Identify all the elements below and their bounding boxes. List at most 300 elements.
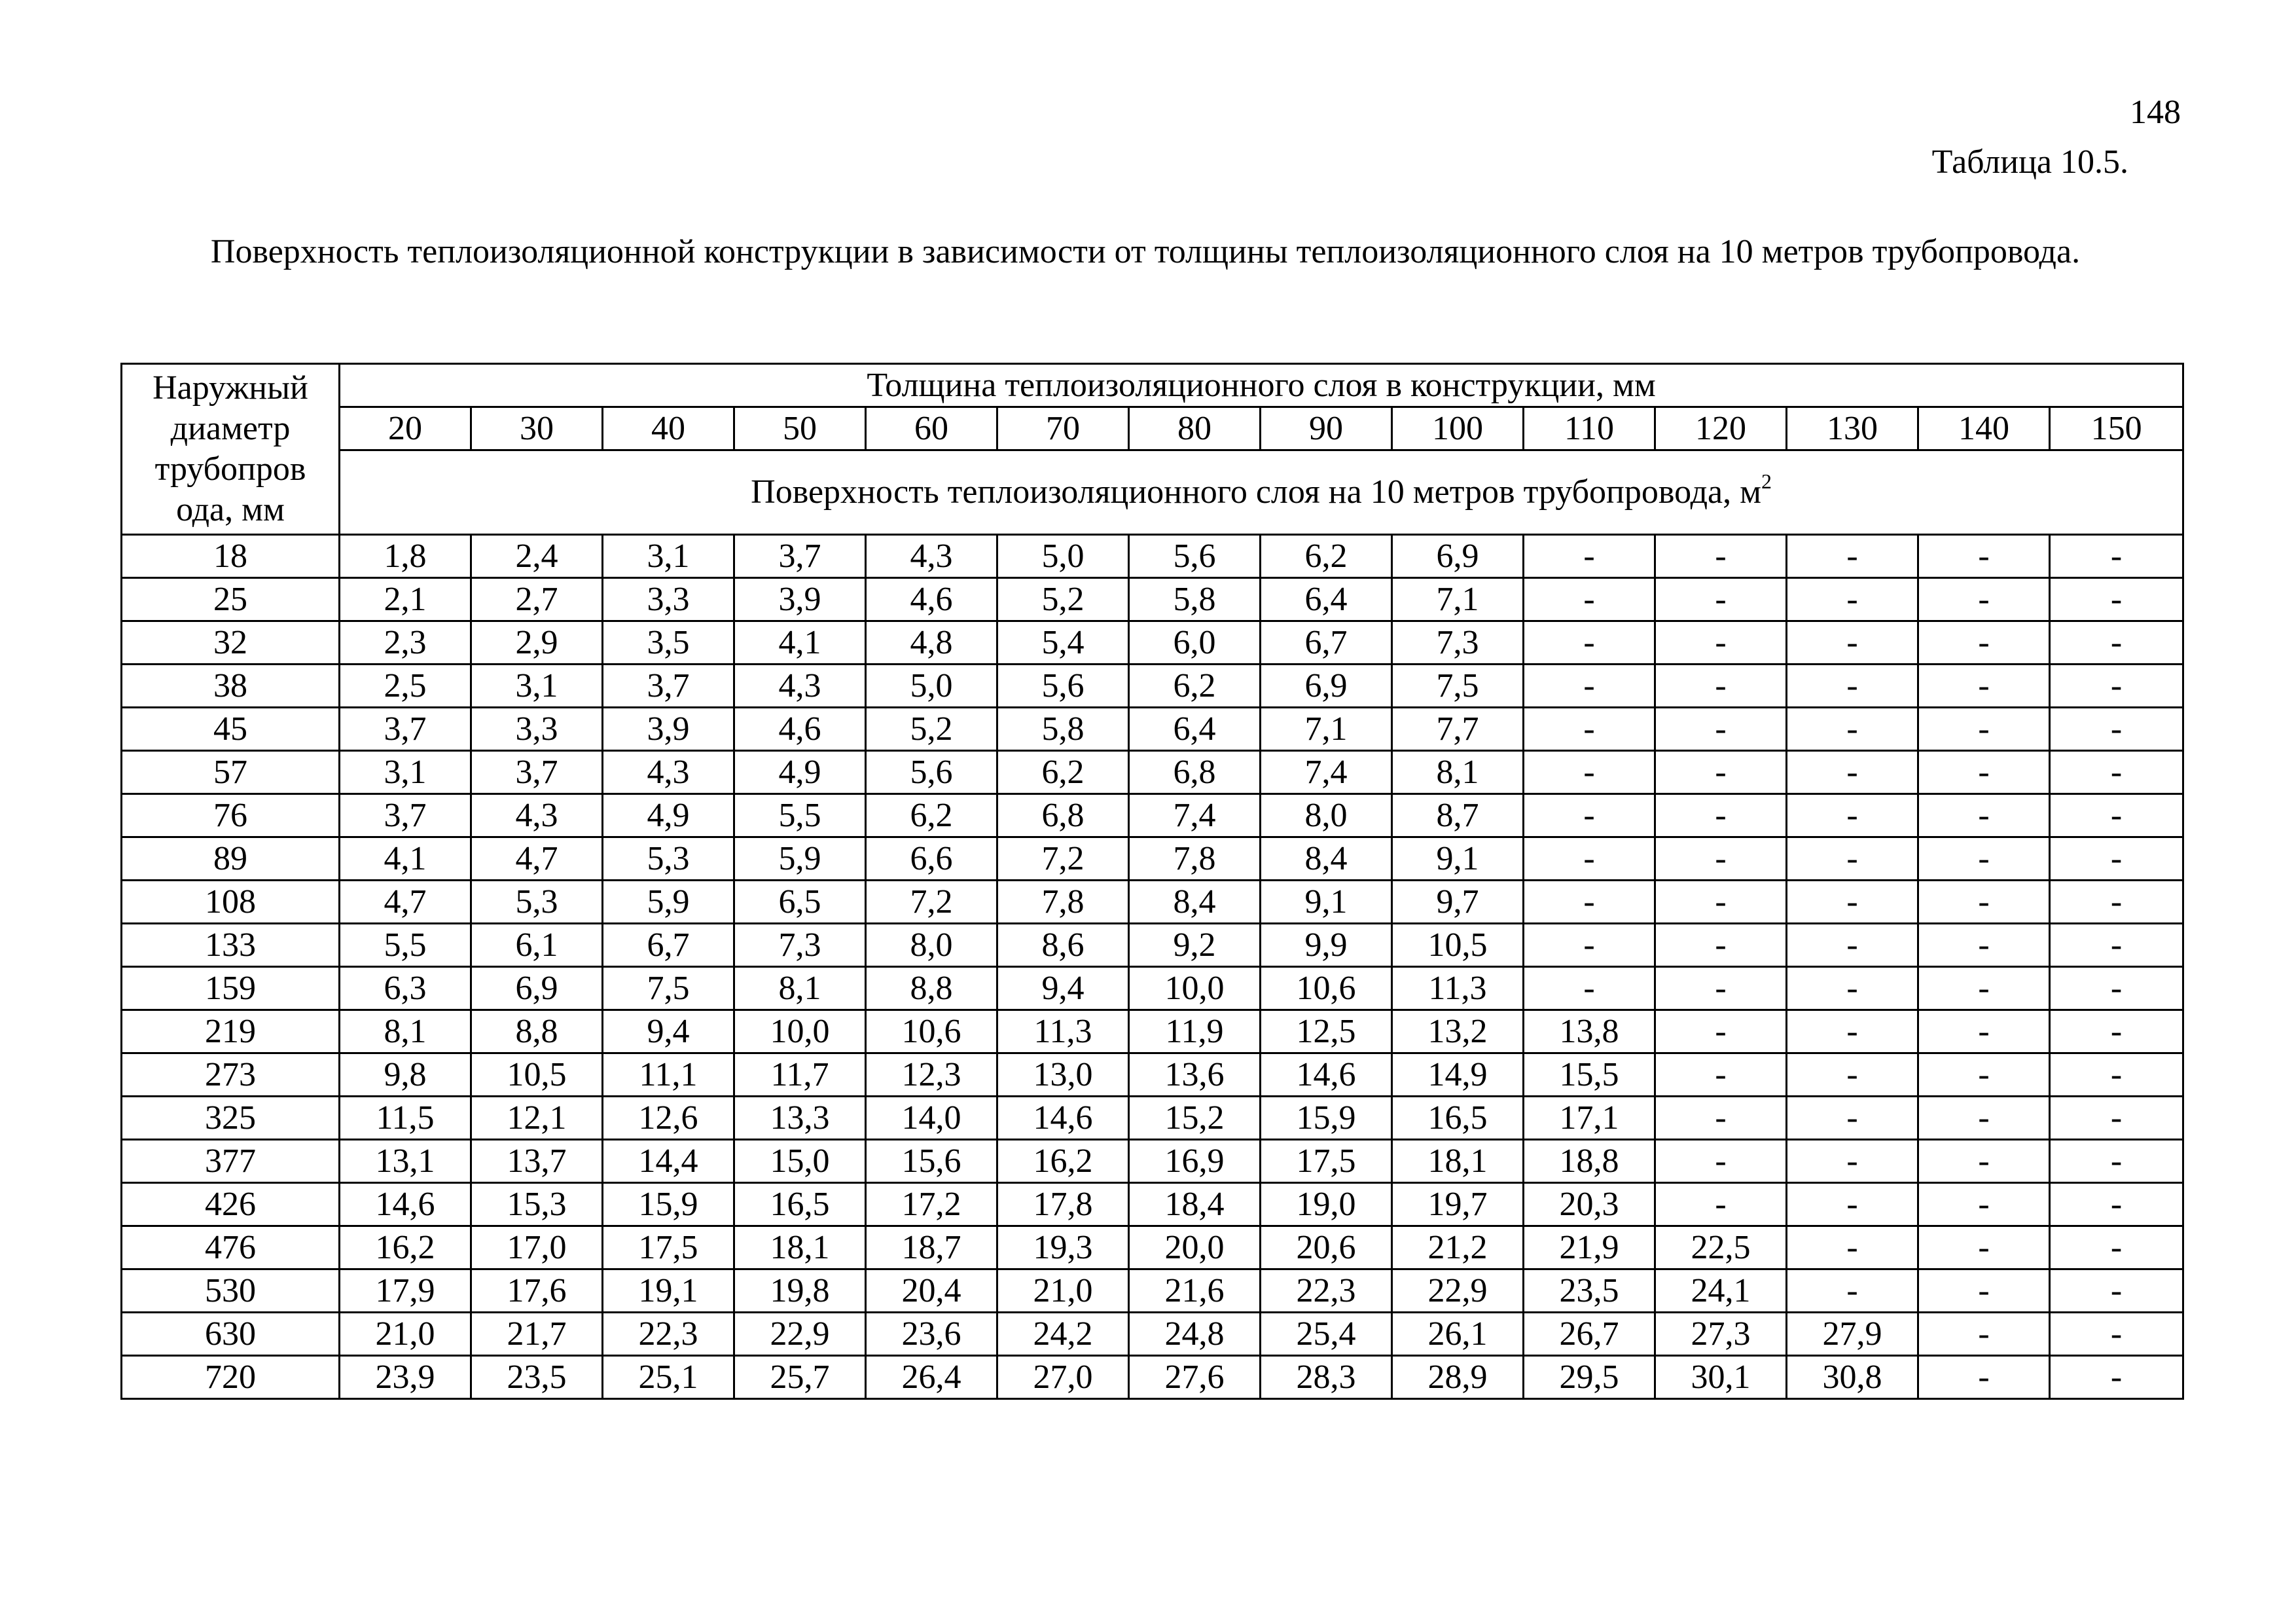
value-cell: - [1524, 967, 1655, 1010]
value-cell: 5,8 [997, 708, 1129, 751]
value-cell: 17,9 [340, 1269, 471, 1313]
diameter-cell: 530 [122, 1269, 340, 1313]
value-cell: 6,7 [1261, 621, 1392, 665]
value-cell: 29,5 [1524, 1356, 1655, 1399]
value-cell: 15,9 [1261, 1097, 1392, 1140]
value-cell: - [2050, 837, 2183, 881]
value-cell: 22,3 [1261, 1269, 1392, 1313]
value-cell: 8,1 [734, 967, 866, 1010]
value-cell: - [1787, 924, 1918, 967]
value-cell: 11,1 [603, 1053, 734, 1097]
value-cell: - [2050, 1313, 2183, 1356]
thickness-header-cell: 140 [1918, 407, 2050, 450]
value-cell: 12,5 [1261, 1010, 1392, 1053]
value-cell: 9,7 [1392, 881, 1524, 924]
value-cell: 8,6 [997, 924, 1129, 967]
value-cell: - [1655, 665, 1787, 708]
value-cell: 10,0 [1129, 967, 1261, 1010]
value-cell: 28,3 [1261, 1356, 1392, 1399]
value-cell: 5,9 [734, 837, 866, 881]
value-cell: - [1655, 621, 1787, 665]
value-cell: 4,3 [866, 535, 997, 578]
value-cell: 8,1 [1392, 751, 1524, 794]
value-cell: - [1787, 535, 1918, 578]
value-cell: 12,3 [866, 1053, 997, 1097]
value-cell: - [1655, 1183, 1787, 1226]
value-cell: 21,0 [997, 1269, 1129, 1313]
value-cell: 14,6 [997, 1097, 1129, 1140]
value-cell: - [1524, 924, 1655, 967]
value-cell: 20,4 [866, 1269, 997, 1313]
diameter-cell: 89 [122, 837, 340, 881]
header-row-group [122, 364, 2183, 407]
value-cell: - [1918, 1269, 2050, 1313]
thickness-header-cell: 60 [866, 407, 997, 450]
value-cell: 18,7 [866, 1226, 997, 1269]
diameter-cell: 108 [122, 881, 340, 924]
value-cell: - [1787, 881, 1918, 924]
value-cell: - [1655, 1010, 1787, 1053]
value-cell: 6,5 [734, 881, 866, 924]
table-row [122, 1097, 2183, 1140]
table-row [122, 1226, 2183, 1269]
value-cell: 16,2 [340, 1226, 471, 1269]
value-cell: 2,9 [471, 621, 603, 665]
value-cell: 6,4 [1261, 578, 1392, 621]
value-cell: 7,5 [603, 967, 734, 1010]
value-cell: 3,3 [471, 708, 603, 751]
value-cell: 7,8 [997, 881, 1129, 924]
value-cell: 2,5 [340, 665, 471, 708]
value-cell: - [1655, 837, 1787, 881]
value-cell: 2,4 [471, 535, 603, 578]
value-cell: - [1918, 924, 2050, 967]
diameter-cell: 45 [122, 708, 340, 751]
value-cell: 20,3 [1524, 1183, 1655, 1226]
value-cell: 7,4 [1261, 751, 1392, 794]
value-cell: 8,8 [471, 1010, 603, 1053]
value-cell: 22,3 [603, 1313, 734, 1356]
table-row [122, 1183, 2183, 1226]
group-header-thickness: Толщина теплоизоляционного слоя в конструкции, мм [340, 364, 2183, 407]
value-cell: 30,1 [1655, 1356, 1787, 1399]
value-cell: 18,1 [734, 1226, 866, 1269]
value-cell: - [2050, 1226, 2183, 1269]
value-cell: 11,3 [997, 1010, 1129, 1053]
value-cell: - [2050, 1053, 2183, 1097]
value-cell: 24,8 [1129, 1313, 1261, 1356]
value-cell: 17,8 [997, 1183, 1129, 1226]
diameter-cell: 720 [122, 1356, 340, 1399]
diameter-cell: 133 [122, 924, 340, 967]
value-cell: 19,3 [997, 1226, 1129, 1269]
value-cell: 26,4 [866, 1356, 997, 1399]
value-cell: - [1524, 837, 1655, 881]
value-cell: - [1787, 665, 1918, 708]
value-cell: 15,0 [734, 1140, 866, 1183]
diameter-cell: 57 [122, 751, 340, 794]
value-cell: - [2050, 924, 2183, 967]
value-cell: - [1787, 578, 1918, 621]
diameter-cell: 18 [122, 535, 340, 578]
table-row [122, 665, 2183, 708]
value-cell: 15,6 [866, 1140, 997, 1183]
thickness-header-cell: 20 [340, 407, 471, 450]
value-cell: 16,5 [1392, 1097, 1524, 1140]
value-cell: 4,1 [734, 621, 866, 665]
table-row [122, 1356, 2183, 1399]
value-cell: 11,9 [1129, 1010, 1261, 1053]
value-cell: 7,3 [1392, 621, 1524, 665]
value-cell: 19,1 [603, 1269, 734, 1313]
value-cell: 4,3 [734, 665, 866, 708]
value-cell: 25,4 [1261, 1313, 1392, 1356]
value-cell: - [1918, 1010, 2050, 1053]
thickness-header-cell: 130 [1787, 407, 1918, 450]
value-cell: - [2050, 665, 2183, 708]
value-cell: 22,9 [734, 1313, 866, 1356]
value-cell: 6,2 [1129, 665, 1261, 708]
value-cell: 16,2 [997, 1140, 1129, 1183]
value-cell: 4,1 [340, 837, 471, 881]
table-row [122, 1140, 2183, 1183]
value-cell: - [1918, 751, 2050, 794]
value-cell: - [1787, 794, 1918, 837]
value-cell: 26,1 [1392, 1313, 1524, 1356]
row-header-diameter: Наружный диаметр трубопров ода, мм [122, 364, 340, 535]
diameter-cell: 630 [122, 1313, 340, 1356]
value-cell: 5,0 [997, 535, 1129, 578]
value-cell: 3,3 [603, 578, 734, 621]
value-cell: 27,9 [1787, 1313, 1918, 1356]
value-cell: 4,7 [471, 837, 603, 881]
value-cell: 4,3 [471, 794, 603, 837]
value-cell: - [1655, 967, 1787, 1010]
value-cell: 7,3 [734, 924, 866, 967]
value-cell: 7,7 [1392, 708, 1524, 751]
value-cell: 8,7 [1392, 794, 1524, 837]
diameter-cell: 273 [122, 1053, 340, 1097]
value-cell: 22,9 [1392, 1269, 1524, 1313]
diameter-cell: 159 [122, 967, 340, 1010]
value-cell: 23,6 [866, 1313, 997, 1356]
diameter-cell: 32 [122, 621, 340, 665]
value-cell: 5,9 [603, 881, 734, 924]
value-cell: 10,0 [734, 1010, 866, 1053]
value-cell: 25,7 [734, 1356, 866, 1399]
value-cell: - [1918, 665, 2050, 708]
value-cell: - [1918, 1140, 2050, 1183]
value-cell: 7,1 [1261, 708, 1392, 751]
value-cell: 4,3 [603, 751, 734, 794]
value-cell: 10,5 [1392, 924, 1524, 967]
table-row [122, 881, 2183, 924]
value-cell: - [2050, 708, 2183, 751]
value-cell: 4,7 [340, 881, 471, 924]
value-cell: 14,6 [340, 1183, 471, 1226]
value-cell: 13,6 [1129, 1053, 1261, 1097]
value-cell: 15,5 [1524, 1053, 1655, 1097]
value-cell: - [1787, 1183, 1918, 1226]
value-cell: 13,8 [1524, 1010, 1655, 1053]
value-cell: - [1918, 1183, 2050, 1226]
value-cell: - [2050, 1269, 2183, 1313]
value-cell: - [1918, 1356, 2050, 1399]
value-cell: 17,5 [603, 1226, 734, 1269]
value-cell: - [1918, 578, 2050, 621]
value-cell: 12,1 [471, 1097, 603, 1140]
value-cell: 13,2 [1392, 1010, 1524, 1053]
table-row [122, 535, 2183, 578]
value-cell: 17,5 [1261, 1140, 1392, 1183]
value-cell: - [2050, 967, 2183, 1010]
diameter-cell: 219 [122, 1010, 340, 1053]
value-cell: 6,6 [866, 837, 997, 881]
value-cell: 11,5 [340, 1097, 471, 1140]
value-cell: 6,8 [997, 794, 1129, 837]
value-cell: 4,6 [734, 708, 866, 751]
value-cell: 27,3 [1655, 1313, 1787, 1356]
value-cell: 15,3 [471, 1183, 603, 1226]
value-cell: 10,5 [471, 1053, 603, 1097]
value-cell: 3,1 [603, 535, 734, 578]
table-row [122, 621, 2183, 665]
value-cell: 7,1 [1392, 578, 1524, 621]
value-cell: 5,6 [997, 665, 1129, 708]
value-cell: 11,7 [734, 1053, 866, 1097]
value-cell: 8,4 [1129, 881, 1261, 924]
diameter-cell: 426 [122, 1183, 340, 1226]
subheader-surface-text: Поверхность теплоизоляционного слоя на 10 метров трубопровода, м [751, 473, 1762, 511]
value-cell: 5,3 [471, 881, 603, 924]
value-cell: 9,4 [603, 1010, 734, 1053]
value-cell: 24,1 [1655, 1269, 1787, 1313]
value-cell: - [1524, 708, 1655, 751]
value-cell: 10,6 [1261, 967, 1392, 1010]
value-cell: - [2050, 621, 2183, 665]
value-cell: 6,4 [1129, 708, 1261, 751]
value-cell: 2,7 [471, 578, 603, 621]
value-cell: 9,4 [997, 967, 1129, 1010]
table-row [122, 1010, 2183, 1053]
table-row [122, 1269, 2183, 1313]
value-cell: 17,0 [471, 1226, 603, 1269]
value-cell: - [1787, 1010, 1918, 1053]
value-cell: - [1787, 708, 1918, 751]
value-cell: 6,2 [1261, 535, 1392, 578]
value-cell: 14,9 [1392, 1053, 1524, 1097]
value-cell: 27,0 [997, 1356, 1129, 1399]
value-cell: - [1918, 881, 2050, 924]
value-cell: 9,1 [1392, 837, 1524, 881]
value-cell: 4,8 [866, 621, 997, 665]
value-cell: 5,6 [1129, 535, 1261, 578]
value-cell: 7,4 [1129, 794, 1261, 837]
value-cell: 9,2 [1129, 924, 1261, 967]
value-cell: 18,1 [1392, 1140, 1524, 1183]
value-cell: - [2050, 578, 2183, 621]
value-cell: - [1918, 535, 2050, 578]
value-cell: 13,1 [340, 1140, 471, 1183]
value-cell: 15,2 [1129, 1097, 1261, 1140]
table-row [122, 708, 2183, 751]
value-cell: 8,0 [866, 924, 997, 967]
value-cell: 30,8 [1787, 1356, 1918, 1399]
value-cell: 12,6 [603, 1097, 734, 1140]
value-cell: 5,4 [997, 621, 1129, 665]
value-cell: 23,5 [1524, 1269, 1655, 1313]
value-cell: 20,0 [1129, 1226, 1261, 1269]
value-cell: - [1655, 578, 1787, 621]
value-cell: - [1655, 1053, 1787, 1097]
value-cell: - [1787, 1097, 1918, 1140]
value-cell: 9,9 [1261, 924, 1392, 967]
value-cell: 3,9 [603, 708, 734, 751]
value-cell: 3,1 [471, 665, 603, 708]
value-cell: - [1918, 1226, 2050, 1269]
value-cell: 3,5 [603, 621, 734, 665]
value-cell: - [1524, 751, 1655, 794]
value-cell: - [2050, 535, 2183, 578]
thickness-header-cell: 70 [997, 407, 1129, 450]
value-cell: 3,7 [471, 751, 603, 794]
value-cell: - [1524, 578, 1655, 621]
value-cell: 5,6 [866, 751, 997, 794]
value-cell: - [1787, 1226, 1918, 1269]
value-cell: 6,9 [1392, 535, 1524, 578]
value-cell: 17,1 [1524, 1097, 1655, 1140]
value-cell: 3,1 [340, 751, 471, 794]
value-cell: - [1918, 1313, 2050, 1356]
value-cell: 6,7 [603, 924, 734, 967]
value-cell: - [1918, 967, 2050, 1010]
value-cell: 18,8 [1524, 1140, 1655, 1183]
value-cell: 24,2 [997, 1313, 1129, 1356]
value-cell: - [2050, 1356, 2183, 1399]
value-cell: - [1918, 621, 2050, 665]
value-cell: 22,5 [1655, 1226, 1787, 1269]
value-cell: 8,0 [1261, 794, 1392, 837]
table-row [122, 837, 2183, 881]
value-cell: 3,7 [734, 535, 866, 578]
value-cell: - [1787, 967, 1918, 1010]
value-cell: 21,0 [340, 1313, 471, 1356]
value-cell: 19,7 [1392, 1183, 1524, 1226]
value-cell: - [1655, 794, 1787, 837]
value-cell: 18,4 [1129, 1183, 1261, 1226]
diameter-cell: 38 [122, 665, 340, 708]
value-cell: 14,4 [603, 1140, 734, 1183]
diameter-cell: 325 [122, 1097, 340, 1140]
value-cell: 5,8 [1129, 578, 1261, 621]
value-cell: 16,5 [734, 1183, 866, 1226]
value-cell: 25,1 [603, 1356, 734, 1399]
value-cell: 19,8 [734, 1269, 866, 1313]
value-cell: 5,2 [866, 708, 997, 751]
subheader-surface-unit-exponent: 2 [1761, 469, 1772, 493]
value-cell: 6,8 [1129, 751, 1261, 794]
value-cell: 1,8 [340, 535, 471, 578]
table-row [122, 967, 2183, 1010]
value-cell: 9,1 [1261, 881, 1392, 924]
value-cell: 7,2 [997, 837, 1129, 881]
value-cell: - [1787, 751, 1918, 794]
table-row [122, 578, 2183, 621]
value-cell: - [2050, 794, 2183, 837]
value-cell: 6,2 [866, 794, 997, 837]
value-cell: - [1787, 621, 1918, 665]
thickness-header-cell: 100 [1392, 407, 1524, 450]
table-row [122, 1053, 2183, 1097]
table-caption: Поверхность теплоизоляционной конструкции в зависимости от толщины теплоизоляционного слоя на 10 метров трубопровода. [210, 233, 2081, 270]
value-cell: 17,2 [866, 1183, 997, 1226]
value-cell: 13,3 [734, 1097, 866, 1140]
value-cell: 21,7 [471, 1313, 603, 1356]
value-cell: 16,9 [1129, 1140, 1261, 1183]
thickness-header-cell: 150 [2050, 407, 2183, 450]
value-cell: 5,5 [734, 794, 866, 837]
thickness-header-cell: 30 [471, 407, 603, 450]
value-cell: - [1655, 535, 1787, 578]
value-cell: 23,9 [340, 1356, 471, 1399]
value-cell: - [1787, 1140, 1918, 1183]
value-cell: - [1918, 1053, 2050, 1097]
diameter-cell: 377 [122, 1140, 340, 1183]
value-cell: - [1787, 1053, 1918, 1097]
value-cell: - [2050, 1183, 2183, 1226]
value-cell: 11,3 [1392, 967, 1524, 1010]
value-cell: - [2050, 1140, 2183, 1183]
thickness-header-cell: 110 [1524, 407, 1655, 450]
value-cell: 15,9 [603, 1183, 734, 1226]
value-cell: - [1655, 1140, 1787, 1183]
value-cell: 21,2 [1392, 1226, 1524, 1269]
value-cell: 3,9 [734, 578, 866, 621]
value-cell: - [1655, 881, 1787, 924]
table-body [122, 364, 2183, 1399]
thickness-header-cell: 50 [734, 407, 866, 450]
value-cell: 2,1 [340, 578, 471, 621]
diameter-cell: 476 [122, 1226, 340, 1269]
value-cell: 6,1 [471, 924, 603, 967]
value-cell: 6,0 [1129, 621, 1261, 665]
diameter-cell: 25 [122, 578, 340, 621]
value-cell: 8,8 [866, 967, 997, 1010]
page-number: 148 [2130, 94, 2181, 131]
subheader-surface [340, 450, 2183, 535]
table-row [122, 794, 2183, 837]
value-cell: - [1918, 837, 2050, 881]
value-cell: 23,5 [471, 1356, 603, 1399]
value-cell: 19,0 [1261, 1183, 1392, 1226]
value-cell: 17,6 [471, 1269, 603, 1313]
value-cell: 8,4 [1261, 837, 1392, 881]
header-row-surface [122, 450, 2183, 535]
value-cell: 20,6 [1261, 1226, 1392, 1269]
value-cell: - [1787, 1269, 1918, 1313]
value-cell: 7,2 [866, 881, 997, 924]
value-cell: - [1524, 621, 1655, 665]
value-cell: 5,3 [603, 837, 734, 881]
value-cell: 4,9 [603, 794, 734, 837]
value-cell: - [1524, 535, 1655, 578]
value-cell: - [1524, 881, 1655, 924]
value-cell: - [1524, 794, 1655, 837]
value-cell: 6,2 [997, 751, 1129, 794]
value-cell: 7,5 [1392, 665, 1524, 708]
value-cell: - [2050, 1097, 2183, 1140]
value-cell: 6,9 [471, 967, 603, 1010]
